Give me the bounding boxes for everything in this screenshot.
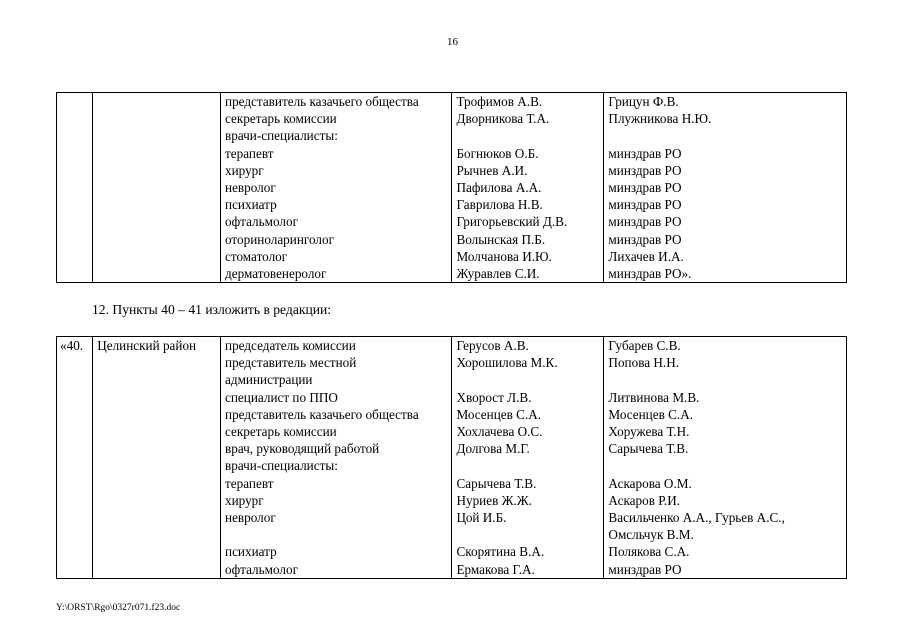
table-row (57, 526, 847, 543)
role-cell: хирург (221, 162, 452, 179)
district-cell (93, 110, 221, 127)
substitute-cell: Сарычева Т.В. (604, 440, 847, 457)
item-number-cell (57, 371, 93, 388)
item-number-cell: «40. (57, 337, 93, 355)
district-cell (93, 561, 221, 579)
substitute-cell: Попова Н.Н. (604, 354, 847, 371)
substitute-cell (604, 371, 847, 388)
member-cell: Мосенцев С.А. (452, 406, 604, 423)
table-row (57, 475, 847, 492)
district-cell (93, 440, 221, 457)
table-row (57, 492, 847, 509)
item-number-cell (57, 145, 93, 162)
member-cell: Дворникова Т.А. (452, 110, 604, 127)
district-cell (93, 475, 221, 492)
table-row (57, 179, 847, 196)
member-cell: Рычнев А.И. (452, 162, 604, 179)
table-row (57, 406, 847, 423)
district-cell (93, 457, 221, 474)
member-cell (452, 457, 604, 474)
role-cell: врач, руководящий работой (221, 440, 452, 457)
substitute-cell: Васильченко А.А., Гурьев А.С., (604, 509, 847, 526)
item-number-cell (57, 492, 93, 509)
substitute-cell (604, 457, 847, 474)
member-cell (452, 526, 604, 543)
item-number-cell (57, 475, 93, 492)
district-cell (93, 265, 221, 283)
table-row (57, 213, 847, 230)
substitute-cell: минздрав РО (604, 179, 847, 196)
table-row (57, 145, 847, 162)
item-number-cell (57, 509, 93, 526)
role-cell: председатель комиссии (221, 337, 452, 355)
member-cell (452, 127, 604, 144)
item-number-cell (57, 423, 93, 440)
member-cell: Гаврилова Н.В. (452, 196, 604, 213)
table-row (57, 389, 847, 406)
item-number-cell (57, 179, 93, 196)
table-row (57, 110, 847, 127)
substitute-cell: Лихачев И.А. (604, 248, 847, 265)
table-row (57, 337, 847, 355)
item-number-cell (57, 110, 93, 127)
role-cell (221, 526, 452, 543)
district-cell (93, 145, 221, 162)
item-number-cell (57, 526, 93, 543)
member-cell: Скорятина В.А. (452, 543, 604, 560)
member-cell: Хворост Л.В. (452, 389, 604, 406)
district-cell (93, 162, 221, 179)
district-cell (93, 389, 221, 406)
table-row (57, 423, 847, 440)
substitute-cell: Аскаров Р.И. (604, 492, 847, 509)
role-cell: дерматовенеролог (221, 265, 452, 283)
table-row (57, 561, 847, 579)
member-cell: Богнюков О.Б. (452, 145, 604, 162)
role-cell: врачи-специалисты: (221, 127, 452, 144)
substitute-cell: минздрав РО (604, 162, 847, 179)
substitute-cell: минздрав РО (604, 231, 847, 248)
item-number-cell (57, 93, 93, 111)
district-cell (93, 354, 221, 371)
commission-table-continued (56, 92, 847, 283)
substitute-cell: Полякова С.А. (604, 543, 847, 560)
district-cell (93, 406, 221, 423)
item-number-cell (57, 127, 93, 144)
substitute-cell: Грицун Ф.В. (604, 93, 847, 111)
role-cell: психиатр (221, 543, 452, 560)
role-cell: хирург (221, 492, 452, 509)
district-cell (93, 526, 221, 543)
substitute-cell: минздрав РО (604, 561, 847, 579)
table-row (57, 440, 847, 457)
member-cell: Ермакова Г.А. (452, 561, 604, 579)
role-cell: представитель казачьего общества (221, 406, 452, 423)
table-row (57, 457, 847, 474)
table-row (57, 162, 847, 179)
member-cell: Молчанова И.Ю. (452, 248, 604, 265)
member-cell: Волынская П.Б. (452, 231, 604, 248)
member-cell: Трофимов А.В. (452, 93, 604, 111)
member-cell: Сарычева Т.В. (452, 475, 604, 492)
district-cell (93, 543, 221, 560)
item-number-cell (57, 213, 93, 230)
role-cell: офтальмолог (221, 561, 452, 579)
item-number-cell (57, 406, 93, 423)
item-number-cell (57, 265, 93, 283)
item-number-cell (57, 231, 93, 248)
role-cell: секретарь комиссии (221, 110, 452, 127)
substitute-cell: минздрав РО (604, 145, 847, 162)
district-cell (93, 423, 221, 440)
member-cell: Хохлачева О.С. (452, 423, 604, 440)
item-number-cell (57, 457, 93, 474)
substitute-cell: минздрав РО (604, 196, 847, 213)
district-cell (93, 231, 221, 248)
role-cell: стоматолог (221, 248, 452, 265)
substitute-cell: минздрав РО (604, 213, 847, 230)
substitute-cell: Аскарова О.М. (604, 475, 847, 492)
substitute-cell: Губарев С.В. (604, 337, 847, 355)
member-cell: Григорьевский Д.В. (452, 213, 604, 230)
table-row (57, 509, 847, 526)
substitute-cell: Литвинова М.В. (604, 389, 847, 406)
role-cell: оториноларинголог (221, 231, 452, 248)
commission-table-amended (56, 336, 847, 579)
table-row (57, 371, 847, 388)
item-number-cell (57, 248, 93, 265)
district-cell (93, 509, 221, 526)
item-number-cell (57, 440, 93, 457)
table-row (57, 248, 847, 265)
member-cell (452, 371, 604, 388)
table-row (57, 196, 847, 213)
member-cell: Долгова М.Г. (452, 440, 604, 457)
district-cell (93, 213, 221, 230)
role-cell: терапевт (221, 475, 452, 492)
member-cell: Журавлев С.И. (452, 265, 604, 283)
item-number-cell (57, 354, 93, 371)
role-cell: представитель казачьего общества (221, 93, 452, 111)
role-cell: секретарь комиссии (221, 423, 452, 440)
role-cell: администрации (221, 371, 452, 388)
role-cell: невролог (221, 179, 452, 196)
district-cell: Целинский район (93, 337, 221, 355)
district-cell (93, 248, 221, 265)
role-cell: представитель местной (221, 354, 452, 371)
role-cell: терапевт (221, 145, 452, 162)
role-cell: специалист по ППО (221, 389, 452, 406)
item-number-cell (57, 561, 93, 579)
member-cell: Пафилова А.А. (452, 179, 604, 196)
substitute-cell: минздрав РО». (604, 265, 847, 283)
table-row (57, 127, 847, 144)
item-number-cell (57, 196, 93, 213)
role-cell: психиатр (221, 196, 452, 213)
table-row (57, 543, 847, 560)
member-cell: Нуриев Ж.Ж. (452, 492, 604, 509)
role-cell: невролог (221, 509, 452, 526)
district-cell (93, 371, 221, 388)
district-cell (93, 492, 221, 509)
role-cell: врачи-специалисты: (221, 457, 452, 474)
table-row (57, 265, 847, 283)
file-path-footer: Y:\ORST\Rgo\0327r071.f23.doc (56, 603, 181, 613)
district-cell (93, 196, 221, 213)
substitute-cell (604, 127, 847, 144)
member-cell: Герусов А.В. (452, 337, 604, 355)
page-number: 16 (447, 36, 458, 48)
role-cell: офтальмолог (221, 213, 452, 230)
district-cell (93, 179, 221, 196)
table-row (57, 93, 847, 111)
item-number-cell (57, 543, 93, 560)
table-row (57, 354, 847, 371)
substitute-cell: Мосенцев С.А. (604, 406, 847, 423)
district-cell (93, 127, 221, 144)
member-cell: Хорошилова М.К. (452, 354, 604, 371)
substitute-cell: Хоружева Т.Н. (604, 423, 847, 440)
table-row (57, 231, 847, 248)
item-number-cell (57, 162, 93, 179)
substitute-cell: Омсльчук В.М. (604, 526, 847, 543)
district-cell (93, 93, 221, 111)
member-cell: Цой И.Б. (452, 509, 604, 526)
substitute-cell: Плужникова Н.Ю. (604, 110, 847, 127)
item-number-cell (57, 389, 93, 406)
amendment-instruction: 12. Пункты 40 – 41 изложить в редакции: (92, 302, 332, 317)
